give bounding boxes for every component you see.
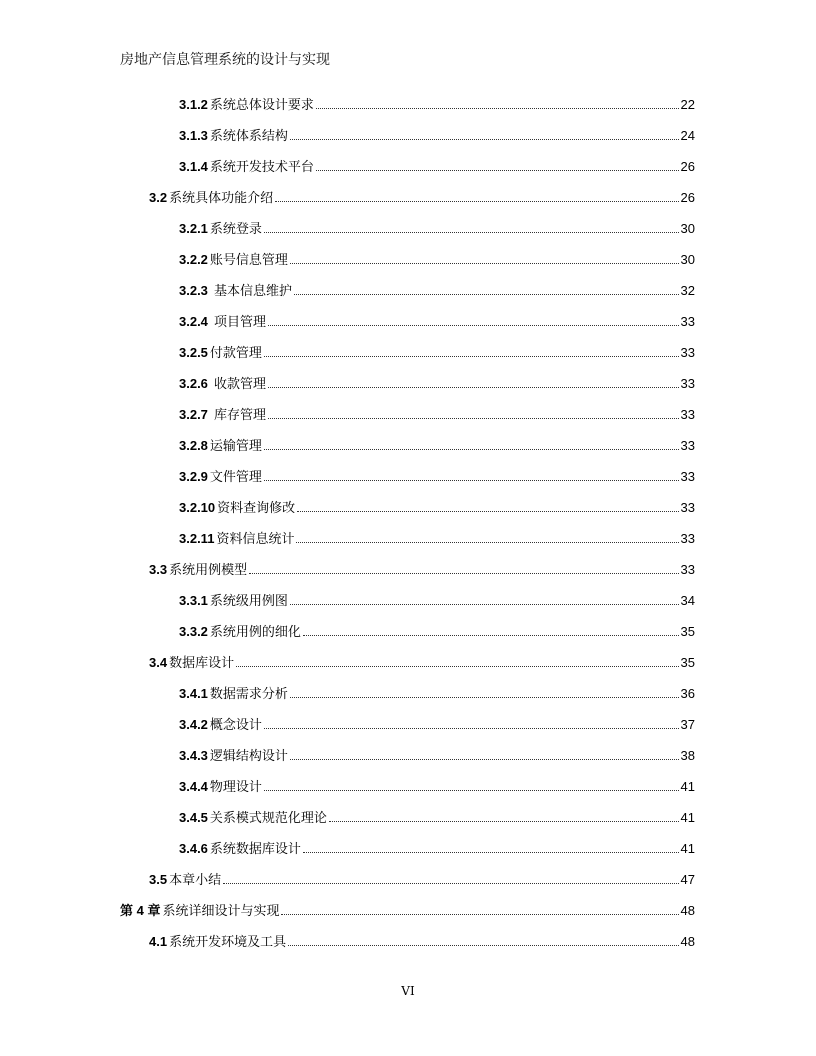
toc-entry-page: 41 (680, 779, 695, 794)
toc-dot-leader (264, 727, 679, 729)
toc-dot-leader (288, 944, 678, 946)
toc-dot-leader (316, 107, 679, 109)
toc-entry-title: 项目管理 (209, 315, 267, 330)
toc-entry-number: 3.2.1 (179, 221, 208, 236)
toc-entry-title: 系统体系结构 (209, 129, 288, 144)
toc-entry-page: 41 (680, 810, 695, 825)
toc-entry-title: 概念设计 (209, 718, 262, 733)
toc-entry-title: 系统数据库设计 (209, 842, 301, 857)
toc-entry[interactable] (179, 435, 695, 457)
toc-entry-title: 文件管理 (209, 470, 262, 485)
toc-entry-number: 3.3 (149, 562, 168, 577)
toc-entry[interactable] (179, 156, 695, 178)
toc-entry-number: 3.2.5 (179, 345, 208, 360)
toc-entry-page: 48 (680, 903, 695, 918)
toc-entry-title: 基本信息维护 (209, 284, 293, 299)
toc-entry-number: 3.3.2 (179, 624, 208, 639)
toc-entry-title: 资料信息统计 (216, 532, 295, 547)
toc-entry-page: 33 (680, 314, 695, 329)
toc-entry-number: 3.1.2 (179, 97, 208, 112)
running-header: 房地产信息管理系统的设计与实现 (120, 52, 330, 68)
toc-entry-number: 3.2.9 (179, 469, 208, 484)
toc-entry-page: 35 (680, 655, 695, 670)
toc-entry[interactable] (179, 683, 695, 705)
toc-entry-title: 系统开发技术平台 (209, 160, 314, 175)
toc-entry-title: 资料查询修改 (217, 501, 296, 516)
toc-entry-number: 4.1 (149, 934, 168, 949)
toc-entry-page: 33 (680, 345, 695, 360)
toc-entry-number: 3.2 (149, 190, 168, 205)
page-number: VI (401, 984, 415, 998)
toc-dot-leader (223, 882, 678, 884)
toc-entry[interactable] (179, 404, 695, 426)
toc-entry-number: 3.2.6 (179, 376, 208, 391)
toc-entry[interactable] (120, 900, 695, 922)
toc-entry[interactable] (149, 652, 695, 674)
toc-entry[interactable] (179, 342, 695, 364)
toc-entry-title: 库存管理 (209, 408, 267, 423)
toc-entry-title: 付款管理 (209, 346, 262, 361)
toc-entry-page: 32 (680, 283, 695, 298)
toc-entry-title: 数据需求分析 (209, 687, 288, 702)
toc-entry-number: 3.2.3 (179, 283, 208, 298)
toc-entry-number: 3.2.11 (179, 531, 215, 546)
toc-entry-page: 26 (680, 190, 695, 205)
toc-entry[interactable] (179, 280, 695, 302)
toc-entry-number: 3.2.7 (179, 407, 208, 422)
toc-entry-title: 系统总体设计要求 (209, 98, 314, 113)
toc-entry[interactable] (179, 497, 695, 519)
toc-dot-leader (294, 293, 678, 295)
toc-dot-leader (268, 324, 678, 326)
toc-entry[interactable] (179, 125, 695, 147)
toc-entry-number: 3.4.4 (179, 779, 208, 794)
toc-entry[interactable] (179, 807, 695, 829)
toc-dot-leader (264, 479, 679, 481)
toc-entry-title: 收款管理 (209, 377, 267, 392)
toc-entry-page: 35 (680, 624, 695, 639)
toc-entry[interactable] (179, 714, 695, 736)
toc-entry-number: 3.2.4 (179, 314, 208, 329)
toc-entry-title: 系统登录 (209, 222, 262, 237)
toc-entry[interactable] (179, 94, 695, 116)
toc-entry-title: 系统级用例图 (209, 594, 288, 609)
toc-dot-leader (290, 696, 679, 698)
toc-entry-page: 47 (680, 872, 695, 887)
toc-dot-leader (290, 262, 679, 264)
toc-entry-page: 24 (680, 128, 695, 143)
toc-entry-title: 逻辑结构设计 (209, 749, 288, 764)
toc-entry-page: 36 (680, 686, 695, 701)
toc-dot-leader (290, 603, 679, 605)
toc-entry-number: 3.1.4 (179, 159, 208, 174)
toc-entry-number: 3.4.3 (179, 748, 208, 763)
toc-dot-leader (268, 386, 678, 388)
toc-entry-number: 3.2.2 (179, 252, 208, 267)
toc-entry[interactable] (179, 466, 695, 488)
toc-entry[interactable] (179, 745, 695, 767)
toc-entry[interactable] (179, 218, 695, 240)
toc-dot-leader (249, 572, 678, 574)
toc-dot-leader (296, 541, 678, 543)
toc-entry[interactable] (179, 590, 695, 612)
toc-entry-number: 3.2.10 (179, 500, 216, 515)
toc-entry-number: 3.3.1 (179, 593, 208, 608)
toc-entry-number: 3.4.1 (179, 686, 208, 701)
toc-entry-title: 账号信息管理 (209, 253, 288, 268)
toc-entry-number: 第 4 章 (120, 903, 161, 918)
toc-dot-leader (281, 913, 678, 915)
toc-entry-page: 30 (680, 221, 695, 236)
toc-entry-title: 关系模式规范化理论 (209, 811, 327, 826)
toc-entry-number: 3.4 (149, 655, 168, 670)
toc-entry-title: 系统详细设计与实现 (162, 904, 280, 919)
toc-entry[interactable] (149, 187, 695, 209)
toc-entry[interactable] (179, 528, 695, 550)
toc-entry-page: 33 (680, 562, 695, 577)
toc-entry[interactable] (179, 838, 695, 860)
toc-dot-leader (329, 820, 679, 822)
toc-entry-title: 系统用例模型 (169, 563, 248, 578)
toc-entry-number: 3.1.3 (179, 128, 208, 143)
toc-dot-leader (297, 510, 678, 512)
toc-dot-leader (303, 851, 679, 853)
toc-entry-page: 33 (680, 376, 695, 391)
toc-entry-page: 33 (680, 531, 695, 546)
toc-dot-leader (268, 417, 678, 419)
toc-entry-page: 22 (680, 97, 695, 112)
toc-entry-number: 3.4.2 (179, 717, 208, 732)
toc-entry[interactable] (179, 776, 695, 798)
toc-entry-page: 33 (680, 407, 695, 422)
toc-entry-number: 3.2.8 (179, 438, 208, 453)
toc-dot-leader (264, 355, 679, 357)
toc-entry-title: 本章小结 (169, 873, 222, 888)
toc-dot-leader (303, 634, 679, 636)
toc-dot-leader (316, 169, 679, 171)
toc-dot-leader (264, 789, 679, 791)
toc-entry-title: 系统具体功能介绍 (169, 191, 274, 206)
toc-entry-page: 37 (680, 717, 695, 732)
toc-entry-title: 物理设计 (209, 780, 262, 795)
toc-entry[interactable] (179, 621, 695, 643)
toc-entry-title: 系统用例的细化 (209, 625, 301, 640)
toc-dot-leader (264, 231, 679, 233)
toc-entry-page: 48 (680, 934, 695, 949)
toc-entry-page: 34 (680, 593, 695, 608)
toc-dot-leader (290, 138, 679, 140)
toc-entry[interactable] (179, 311, 695, 333)
toc-entry[interactable] (179, 249, 695, 271)
toc-dot-leader (236, 665, 678, 667)
toc-entry-number: 3.5 (149, 872, 168, 887)
toc-entry-page: 33 (680, 500, 695, 515)
toc-entry-number: 3.4.5 (179, 810, 208, 825)
toc-entry-page: 33 (680, 469, 695, 484)
toc-entry-page: 26 (680, 159, 695, 174)
toc-entry[interactable] (149, 931, 695, 953)
toc-entry[interactable] (179, 373, 695, 395)
toc-entry-page: 30 (680, 252, 695, 267)
toc-entry-page: 38 (680, 748, 695, 763)
toc-entry-title: 系统开发环境及工具 (169, 935, 287, 950)
toc-entry-title: 运输管理 (209, 439, 262, 454)
toc-dot-leader (275, 200, 678, 202)
toc-entry[interactable] (149, 559, 695, 581)
toc-entry[interactable] (149, 869, 695, 891)
toc-entry-page: 33 (680, 438, 695, 453)
toc-entry-number: 3.4.6 (179, 841, 208, 856)
toc-dot-leader (290, 758, 679, 760)
toc-entry-title: 数据库设计 (169, 656, 235, 671)
toc-entry-page: 41 (680, 841, 695, 856)
toc-dot-leader (264, 448, 679, 450)
